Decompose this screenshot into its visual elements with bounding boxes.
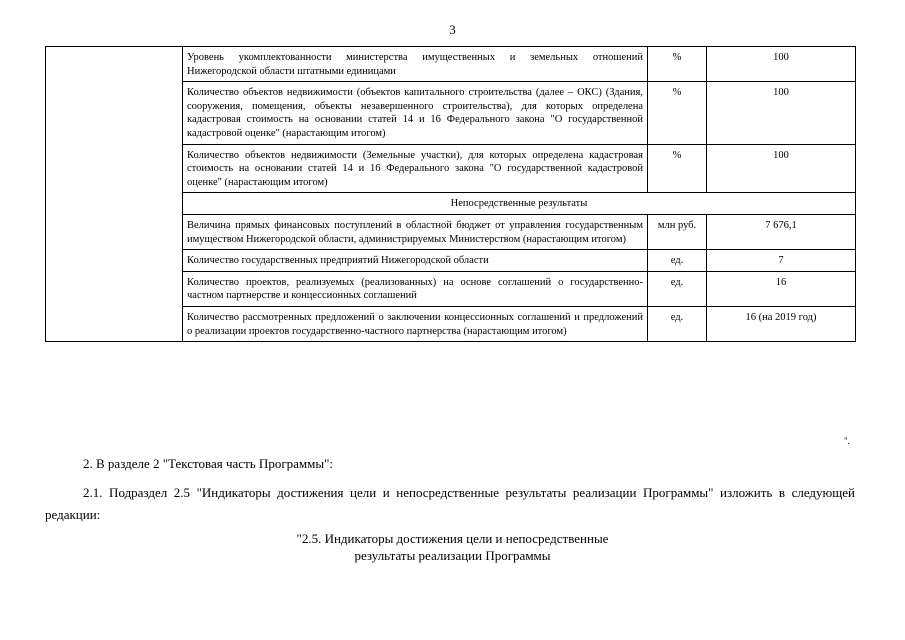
- result-unit: ед.: [648, 306, 707, 341]
- indicator-value: 100: [707, 47, 856, 82]
- indicator-value: 100: [707, 144, 856, 193]
- heading-line-2: результаты реализации Программы: [354, 548, 551, 563]
- goal-column-cell: [46, 47, 183, 342]
- indicator-value: 100: [707, 82, 856, 144]
- heading-line-1: "2.5. Индикаторы достижения цели и непосредственные: [296, 531, 609, 546]
- indicator-unit: %: [648, 82, 707, 144]
- indicator-name: Количество объектов недвижимости (объектов капитального строительства (далее – ОКС) (Здания, сооружения, помещения, объекты незавершенного строительства), для которых определена кадастровая стоимость на основании статей 14 и 16 Федерального закона "О государственной кадастровой оценке" (нарастающим итогом): [183, 82, 648, 144]
- closing-quote-mark: ".: [844, 436, 850, 446]
- result-unit: млн руб.: [648, 214, 707, 249]
- result-unit: ед.: [648, 271, 707, 306]
- section-title: Непосредственные результаты: [183, 193, 856, 215]
- indicators-table: [45, 46, 856, 342]
- page-number: 3: [449, 22, 456, 37]
- subsection-heading: [0, 530, 905, 564]
- result-name: Количество проектов, реализуемых (реализованных) на основе соглашений о государственно-частном партнерстве и концессионных соглашений: [183, 271, 648, 306]
- indicator-name: Количество объектов недвижимости (Земельные участки), для которых определена кадастровая стоимость на основании статей 14 и 16 Федерального закона "О государственной кадастровой оценке" (нарастающим итогом): [183, 144, 648, 193]
- paragraph-subsection-2-1: 2.1. Подраздел 2.5 "Индикаторы достижения цели и непосредственные результаты реализации Программы" изложить в следующей редакции:: [45, 485, 855, 522]
- result-unit: ед.: [648, 250, 707, 272]
- result-value: 7 676,1: [707, 214, 856, 249]
- indicator-unit: %: [648, 47, 707, 82]
- result-name: Количество государственных предприятий Нижегородской области: [183, 250, 648, 272]
- result-name: Величина прямых финансовых поступлений в областной бюджет от управления государственным имуществом Нижегородской области, администрируемых Министерством (нарастающим итогом): [183, 214, 648, 249]
- result-value: 7: [707, 250, 856, 272]
- result-value: 16: [707, 271, 856, 306]
- paragraph-section-2: 2. В разделе 2 "Текстовая часть Программы":: [83, 456, 334, 471]
- indicator-name: Уровень укомплектованности министерства имущественных и земельных отношений Нижегородской области штатными единицами: [183, 47, 648, 82]
- indicator-unit: %: [648, 144, 707, 193]
- result-value: 16 (на 2019 год): [707, 306, 856, 341]
- result-name: Количество рассмотренных предложений о заключении концессионных соглашений и предложений о реализации проектов государственно-частного партнерства (нарастающим итогом): [183, 306, 648, 341]
- table-row: [46, 47, 856, 82]
